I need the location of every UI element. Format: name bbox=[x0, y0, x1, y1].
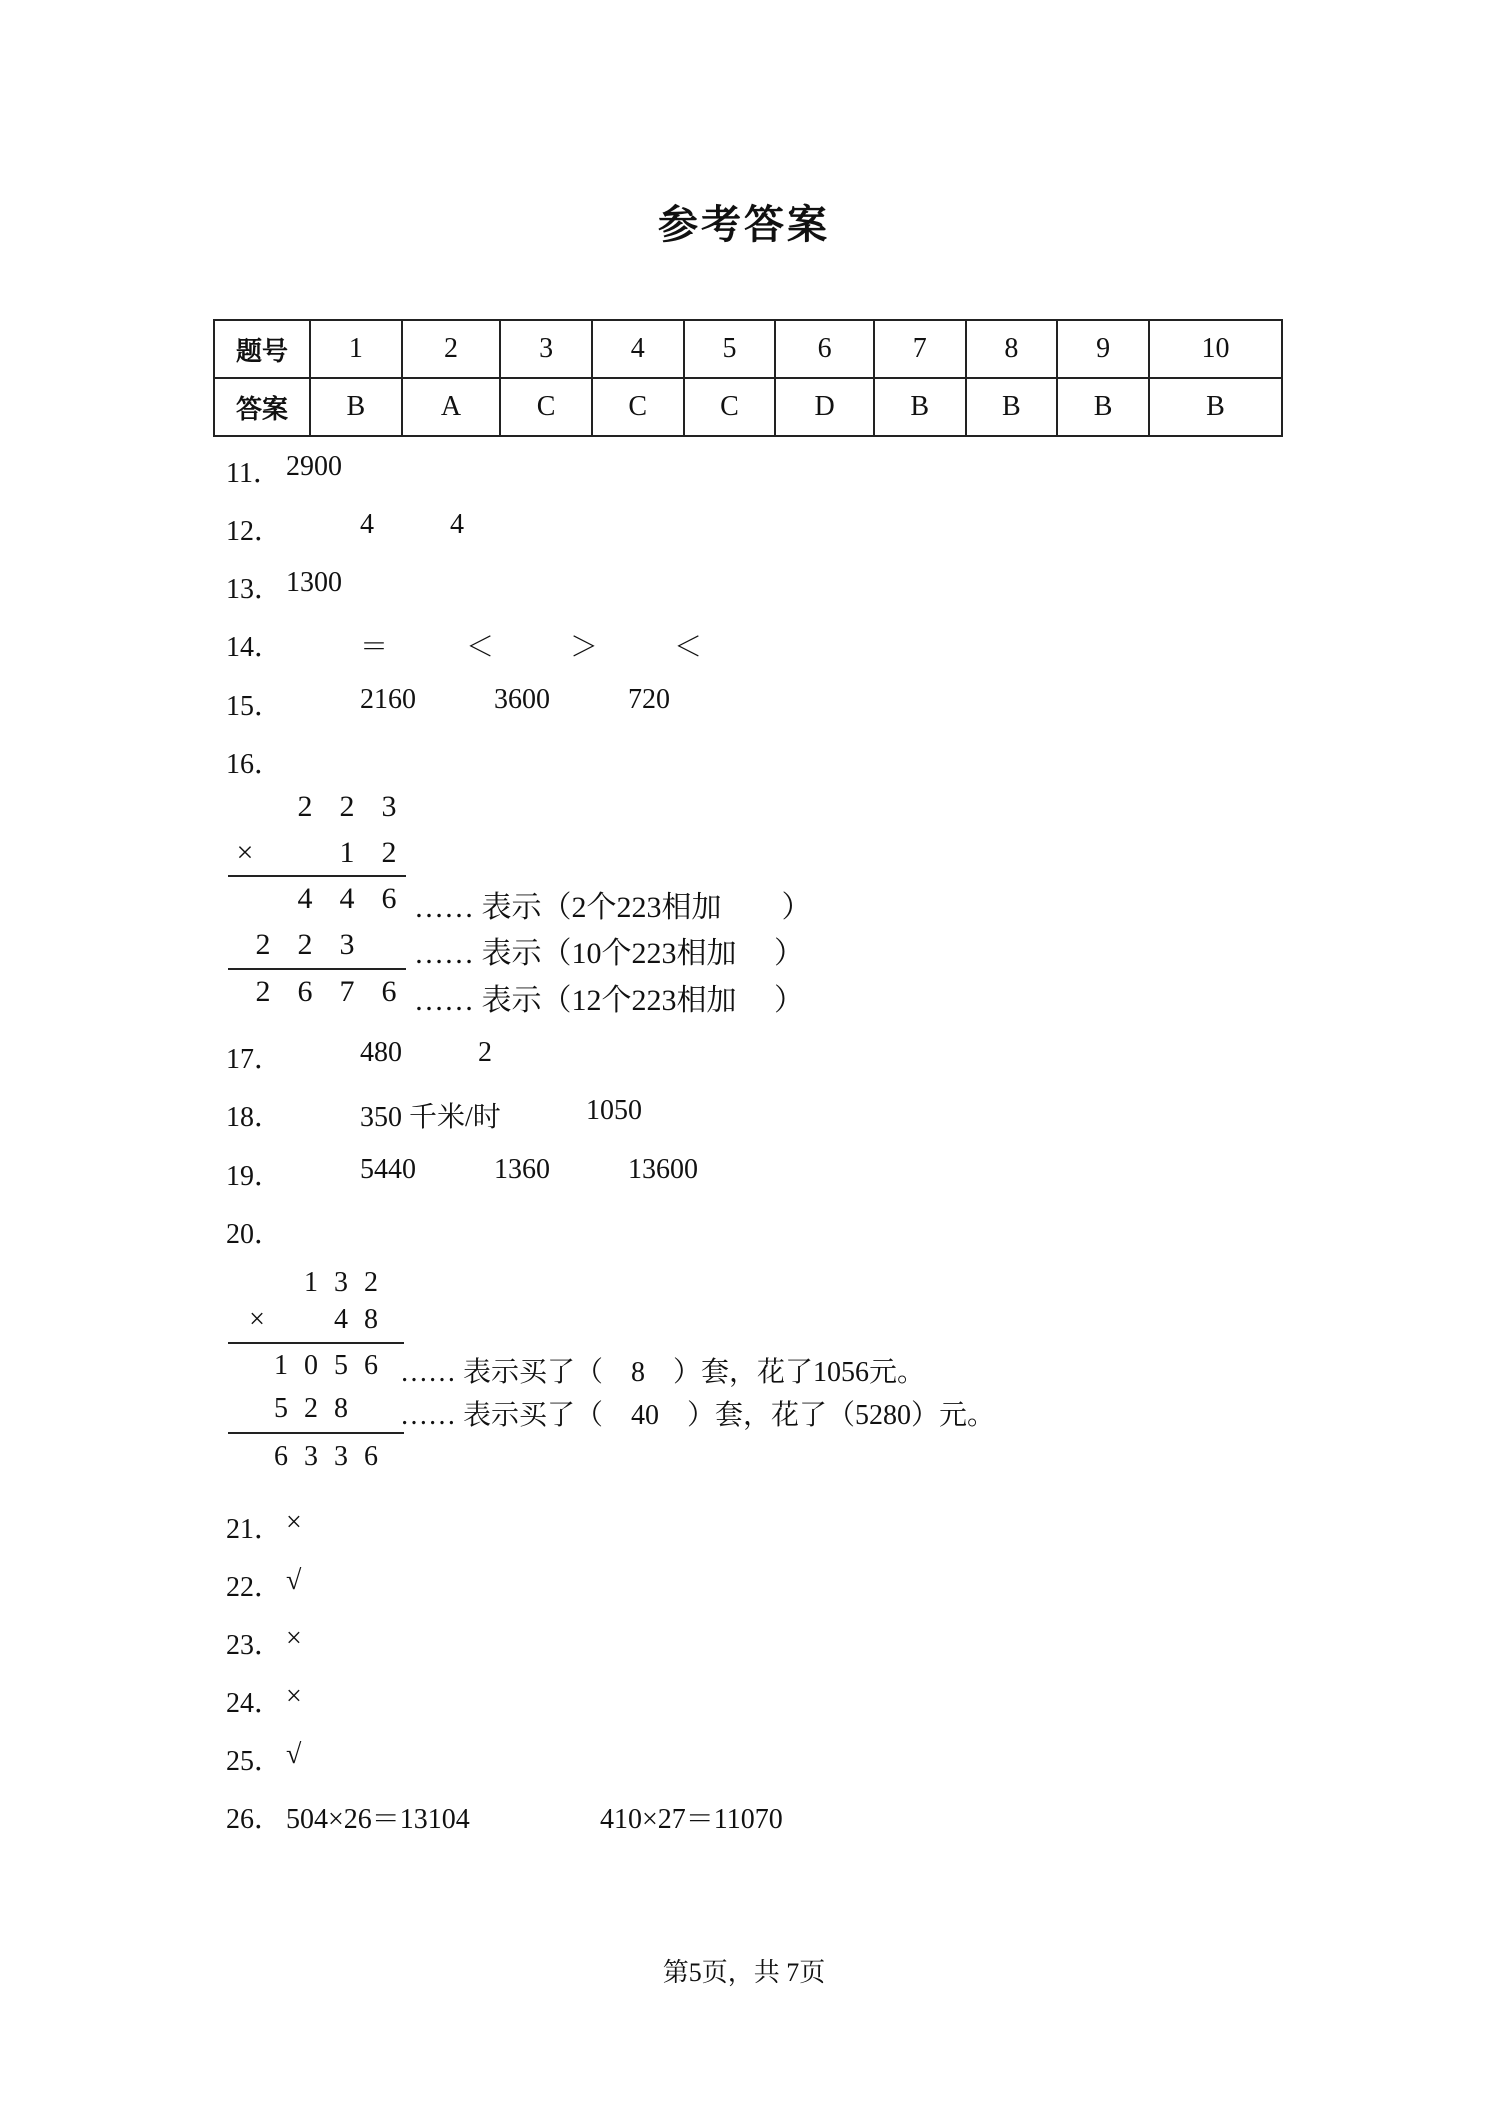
divider-line bbox=[228, 1342, 404, 1344]
answer-value: √ bbox=[286, 1739, 302, 1770]
table-cell: C bbox=[500, 378, 592, 436]
table-cell: C bbox=[592, 378, 684, 436]
item-number: 22． bbox=[226, 1572, 283, 1603]
digit: 3 bbox=[334, 1267, 348, 1298]
digit: 2 bbox=[339, 790, 355, 823]
digit: 2 bbox=[297, 790, 313, 823]
digit: 5 bbox=[274, 1393, 288, 1424]
answer-value: 1050 bbox=[586, 1095, 642, 1126]
digit: 6 bbox=[381, 975, 397, 1008]
answer-value: 4 bbox=[360, 509, 374, 540]
note: …… 表示买了（ 40 ）套，花了（5280）元。 bbox=[400, 1400, 996, 1431]
digit: 2 bbox=[297, 928, 313, 961]
table-cell: B bbox=[310, 378, 402, 436]
table-cell: C bbox=[684, 378, 776, 436]
table-cell: 4 bbox=[592, 320, 684, 378]
table-cell: 3 bbox=[500, 320, 592, 378]
answer-value: 5440 bbox=[360, 1154, 416, 1185]
digit: 5 bbox=[334, 1350, 348, 1381]
table-cell: B bbox=[1149, 378, 1282, 436]
note: …… 表示买了（ 8 ）套，花了1056元。 bbox=[400, 1357, 926, 1388]
answer-value: ＜ bbox=[674, 632, 703, 663]
answer-value: × bbox=[286, 1623, 302, 1654]
table-cell: 7 bbox=[874, 320, 966, 378]
note: …… 表示（10个223相加 ） bbox=[414, 937, 804, 970]
times-sign: × bbox=[249, 1304, 265, 1335]
digit: 0 bbox=[304, 1350, 318, 1381]
item-number: 20． bbox=[226, 1219, 283, 1250]
table-cell: 6 bbox=[775, 320, 874, 378]
item-number: 17． bbox=[226, 1044, 283, 1075]
answer-value: 350 千米/时 bbox=[360, 1102, 501, 1133]
item-number: 12． bbox=[226, 516, 283, 547]
answer-value: √ bbox=[286, 1565, 302, 1596]
answer-value: 2160 bbox=[360, 684, 416, 715]
item-number: 19． bbox=[226, 1161, 283, 1192]
digit: 6 bbox=[364, 1350, 378, 1381]
note: …… 表示（2个223相加 ） bbox=[414, 891, 812, 924]
answer-value: 504×26＝13104 bbox=[286, 1804, 470, 1835]
digit: 1 bbox=[274, 1350, 288, 1381]
table-cell: 5 bbox=[684, 320, 776, 378]
table-cell: B bbox=[1057, 378, 1149, 436]
times-sign: × bbox=[236, 836, 254, 869]
item-number: 25． bbox=[226, 1746, 283, 1777]
digit: 6 bbox=[364, 1441, 378, 1472]
answer-value: 1300 bbox=[286, 567, 342, 598]
item-number: 21． bbox=[226, 1514, 283, 1545]
digit: 8 bbox=[334, 1393, 348, 1424]
item-number: 15． bbox=[226, 691, 283, 722]
table-answer-label: 答案 bbox=[214, 378, 310, 436]
digit: 3 bbox=[304, 1441, 318, 1472]
answer-value: ＝ bbox=[360, 632, 389, 663]
digit: 3 bbox=[381, 790, 397, 823]
item-number: 13． bbox=[226, 574, 283, 605]
table-row-numbers bbox=[214, 320, 1282, 378]
item-number: 16． bbox=[226, 749, 283, 780]
item-number: 11． bbox=[226, 458, 281, 489]
item-number: 26． bbox=[226, 1804, 283, 1835]
digit: 6 bbox=[297, 975, 313, 1008]
answer-value: ＜ bbox=[466, 632, 495, 663]
note: …… 表示（12个223相加 ） bbox=[414, 984, 804, 1017]
digit: 6 bbox=[381, 882, 397, 915]
digit: 4 bbox=[334, 1304, 348, 1335]
table-cell: 2 bbox=[402, 320, 501, 378]
answer-value: 720 bbox=[628, 684, 670, 715]
digit: 1 bbox=[339, 836, 355, 869]
answer-value: × bbox=[286, 1681, 302, 1712]
answer-value: 4 bbox=[450, 509, 464, 540]
answer-value: 2900 bbox=[286, 451, 342, 482]
page-title: 参考答案 bbox=[658, 202, 830, 248]
digit: 6 bbox=[274, 1441, 288, 1472]
divider-line bbox=[228, 968, 406, 970]
table-cell: 10 bbox=[1149, 320, 1282, 378]
item-number: 24． bbox=[226, 1688, 283, 1719]
digit: 7 bbox=[339, 975, 355, 1008]
table-header-label: 题号 bbox=[214, 320, 310, 378]
item-number: 14． bbox=[226, 632, 283, 663]
digit: 2 bbox=[255, 928, 271, 961]
digit: 2 bbox=[304, 1393, 318, 1424]
digit: 1 bbox=[304, 1267, 318, 1298]
digit: 4 bbox=[339, 882, 355, 915]
table-cell: B bbox=[966, 378, 1058, 436]
divider-line bbox=[228, 875, 406, 877]
answer-value: × bbox=[286, 1507, 302, 1538]
digit: 2 bbox=[255, 975, 271, 1008]
digit: 3 bbox=[334, 1441, 348, 1472]
answer-value: 13600 bbox=[628, 1154, 698, 1185]
digit: 8 bbox=[364, 1304, 378, 1335]
item-number: 18． bbox=[226, 1102, 283, 1133]
table-cell: B bbox=[874, 378, 966, 436]
digit: 4 bbox=[297, 882, 313, 915]
table-cell: D bbox=[775, 378, 874, 436]
table-cell: 1 bbox=[310, 320, 402, 378]
digit: 3 bbox=[339, 928, 355, 961]
answer-value: ＞ bbox=[570, 632, 599, 663]
table-cell: 8 bbox=[966, 320, 1058, 378]
table-cell: A bbox=[402, 378, 501, 436]
page-footer: 第5页，共 7页 bbox=[662, 1958, 826, 1987]
answer-value: 3600 bbox=[494, 684, 550, 715]
answer-value: 1360 bbox=[494, 1154, 550, 1185]
digit: 2 bbox=[381, 836, 397, 869]
answer-table bbox=[213, 319, 1283, 437]
item-number: 23． bbox=[226, 1630, 283, 1661]
answer-value: 480 bbox=[360, 1037, 402, 1068]
table-cell: 9 bbox=[1057, 320, 1149, 378]
table-row-answers bbox=[214, 378, 1282, 436]
answer-value: 2 bbox=[478, 1037, 492, 1068]
divider-line bbox=[228, 1432, 404, 1434]
digit: 2 bbox=[364, 1267, 378, 1298]
answer-value: 410×27＝11070 bbox=[600, 1804, 783, 1835]
